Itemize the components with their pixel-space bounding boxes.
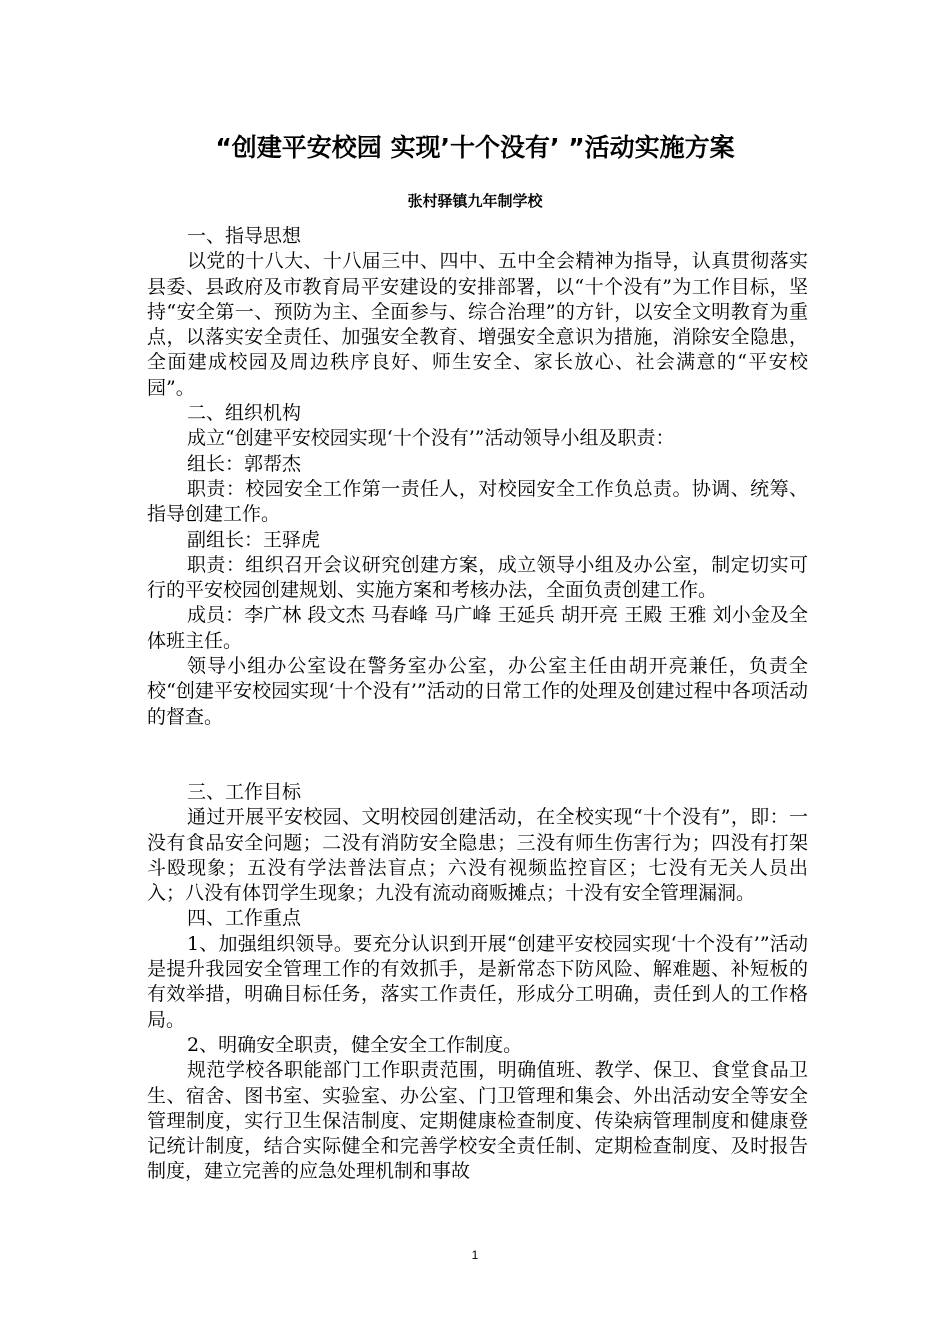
paragraph: 职责：组织召开会议研究创建方案，成立领导小组及办公室，制定切实可行的平安校园创建规划、实施方案和考核办法，全面负责创建工作。 xyxy=(147,553,808,602)
paragraph: 规范学校各职能部门工作职责范围，明确值班、教学、保卫、食堂食品卫生、宿舍、图书室、实验室、办公室、门卫管理和集会、外出活动安全等安全管理制度，实行卫生保洁制度、定期健康检查制度、传染病管理制度和健康登记统计制度，结合实际健全和完善学校安全责任制、定期检查制度、及时报告制度，建立完善的应急处理机制和事故 xyxy=(147,1059,808,1183)
section-heading: 三、工作目标 xyxy=(187,780,302,803)
blank-space xyxy=(147,730,808,780)
paragraph: 以党的十八大、十八届三中、四中、五中全会精神为指导，认真贯彻落实县委、县政府及市教育局平安建设的安排部署，以“十个没有”为工作目标，坚持“安全第一、预防为主、全面参与、综合治理”的方针，以安全文明教育为重点，以落实安全责任、加强安全教育、增强安全意识为措施，消除安全隐患，全面建成校园及周边秩序良好、师生安全、家长放心、社会满意的“平安校园”。 xyxy=(147,250,808,399)
page-number: 1 xyxy=(471,1248,479,1262)
paragraph: 通过开展平安校园、文明校园创建活动，在全校实现“十个没有”，即：一没有食品安全问题；二没有消防安全隐患；三没有师生伤害行为；四没有打架斗殴现象；五没有学法普法盲点；六没有视频监控盲区；七没有无关人员出入；八没有体罚学生现象；九没有流动商贩摊点；十没有安全管理漏洞。 xyxy=(147,806,808,905)
paragraph: 领导小组办公室设在警务室办公室，办公室主任由胡开亮兼任，负责全校“创建平安校园实现‘十个没有’”活动的日常工作的处理及创建过程中各项活动的督查。 xyxy=(147,655,808,728)
document-subtitle: 张村驿镇九年制学校 xyxy=(407,192,543,210)
document-title: “创建平安校园 实现’十个没有’ ”活动实施方案 xyxy=(215,133,735,162)
paragraph: 1、加强组织领导。要充分认识到开展“创建平安校园实现‘十个没有’”活动是提升我园安全管理工作的有效抓手，是新常态下防风险、解难题、补短板的有效举措，明确目标任务，落实工作责任，形成分工明确，责任到人的工作格局。 xyxy=(147,932,808,1031)
paragraph: 2、明确安全职责，健全安全工作制度。 xyxy=(187,1033,523,1056)
paragraph: 成立“创建平安校园实现‘十个没有’”活动领导小组及职责： xyxy=(187,427,675,450)
document-body xyxy=(147,224,808,1185)
paragraph: 组长：郭帮杰 xyxy=(187,452,302,475)
section-heading: 二、组织机构 xyxy=(187,402,302,425)
paragraph: 成员：李广林 段文杰 马春峰 马广峰 王延兵 胡开亮 王殿 王雅 刘小金及全体班主任。 xyxy=(147,604,808,652)
paragraph: 副组长：王驿虎 xyxy=(187,528,321,551)
section-heading: 四、工作重点 xyxy=(187,907,302,930)
paragraph: 职责：校园安全工作第一责任人，对校园安全工作负总责。协调、统筹、指导创建工作。 xyxy=(147,477,808,526)
section-heading: 一、指导思想 xyxy=(187,225,302,247)
